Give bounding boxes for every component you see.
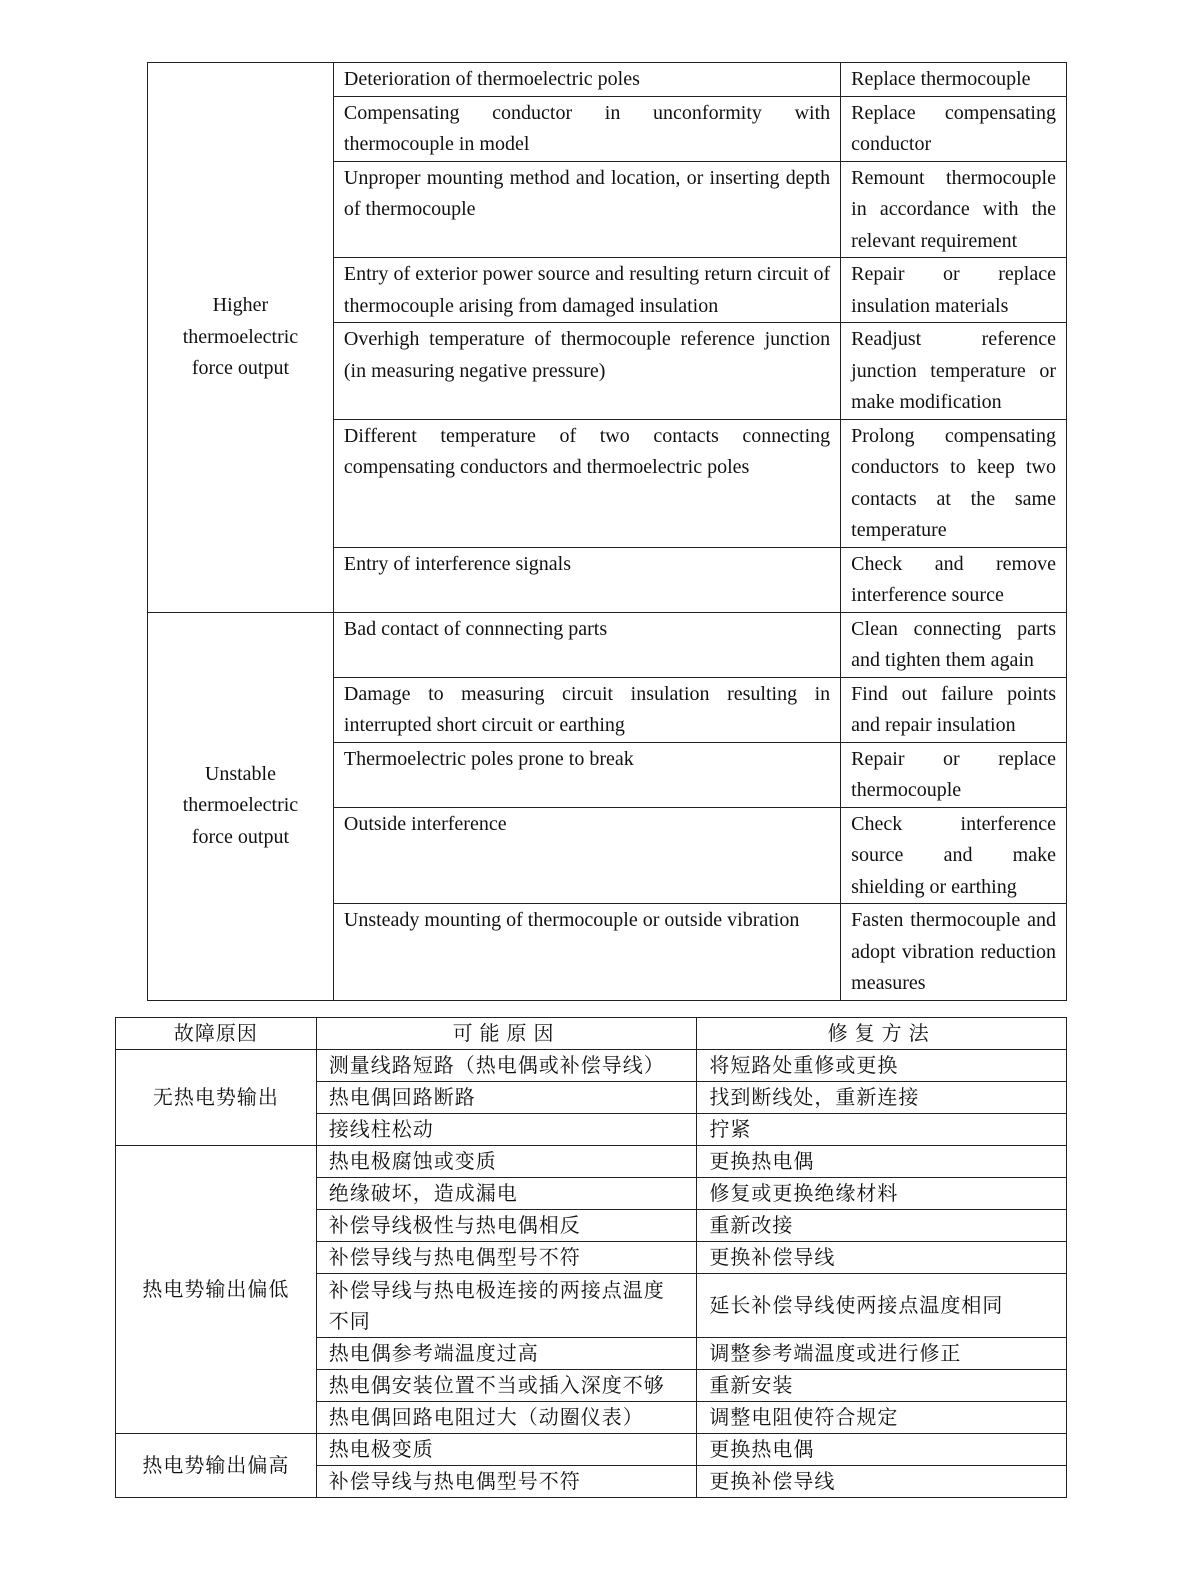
cause-cell: 热电偶回路断路 [316,1082,697,1114]
cause-cell: Thermoelectric poles prone to break [333,742,840,807]
category-label: Higher thermoelectric force output [182,294,299,379]
remedy-cell: 延长补偿导线使两接点温度相同 [697,1274,1067,1338]
cause-cell: Bad contact of connnecting parts [333,612,840,677]
cause-cell: Deterioration of thermoelectric poles [333,63,840,97]
remedy-cell: Repair or replace insulation materials [841,258,1067,323]
table-row [148,612,1067,677]
header-possible-cause: 可能原因 [316,1018,697,1050]
remedy-cell: Find out failure points and repair insulation [841,677,1067,742]
cause-cell: 热电极变质 [316,1434,697,1466]
cause-cell: 接线柱松动 [316,1114,697,1146]
remedy-cell: Readjust reference junction temperature or make modification [841,323,1067,420]
cause-cell: Different temperature of two contacts connecting compensating conductors and thermoelectric poles [333,419,840,547]
remedy-cell: 拧紧 [697,1114,1067,1146]
cause-cell: Damage to measuring circuit insulation resulting in interrupted short circuit or earthing [333,677,840,742]
header-row [116,1018,1067,1050]
cause-cell: 绝缘破坏，造成漏电 [316,1178,697,1210]
remedy-cell: Replace thermocouple [841,63,1067,97]
remedy-cell: Check and remove interference source [841,547,1067,612]
remedy-cell: 更换热电偶 [697,1434,1067,1466]
english-troubleshooting-table [147,62,1067,1001]
cause-cell: 测量线路短路（热电偶或补偿导线） [316,1050,697,1082]
remedy-cell: 修复或更换绝缘材料 [697,1178,1067,1210]
cause-cell: 热电偶回路电阻过大（动圈仪表） [316,1402,697,1434]
cause-cell: 补偿导线与热电偶型号不符 [316,1242,697,1274]
header-remedy: 修复方法 [697,1018,1067,1050]
cause-cell: 补偿导线极性与热电偶相反 [316,1210,697,1242]
remedy-cell: 将短路处重修或更换 [697,1050,1067,1082]
category-cell [148,63,334,613]
remedy-cell: 重新改接 [697,1210,1067,1242]
header-fault: 故障原因 [116,1018,317,1050]
category-label: Unstable thermoelectric force output [182,762,299,848]
cause-cell: 热电偶参考端温度过高 [316,1338,697,1370]
cause-cell: 补偿导线与热电偶型号不符 [316,1466,697,1498]
cause-cell: Unsteady mounting of thermocouple or outside vibration [333,904,840,1001]
remedy-cell: Remount thermocouple in accordance with the relevant requirement [841,161,1067,258]
cause-cell: 热电偶安装位置不当或插入深度不够 [316,1370,697,1402]
remedy-cell: Clean connecting parts and tighten them again [841,612,1067,677]
remedy-cell: 调整参考端温度或进行修正 [697,1338,1067,1370]
remedy-cell: Fasten thermocouple and adopt vibration reduction measures [841,904,1067,1001]
cause-cell: Entry of exterior power source and resulting return circuit of thermocouple arising from damaged insulation [333,258,840,323]
category-cell: 无热电势输出 [116,1050,317,1146]
cause-cell: 热电极腐蚀或变质 [316,1146,697,1178]
table-row [148,63,1067,97]
remedy-cell: 调整电阻使符合规定 [697,1402,1067,1434]
remedy-cell: 找到断线处，重新连接 [697,1082,1067,1114]
chinese-troubleshooting-table [115,1017,1067,1498]
cause-cell: Compensating conductor in unconformity with thermocouple in model [333,96,840,161]
category-cell [148,612,334,1000]
remedy-cell: Check interference source and make shielding or earthing [841,807,1067,904]
remedy-cell: 重新安装 [697,1370,1067,1402]
table-row [116,1146,1067,1178]
remedy-cell: Repair or replace thermocouple [841,742,1067,807]
remedy-cell: Prolong compensating conductors to keep two contacts at the same temperature [841,419,1067,547]
remedy-cell: 更换热电偶 [697,1146,1067,1178]
category-cell: 热电势输出偏低 [116,1146,317,1434]
cause-cell: Outside interference [333,807,840,904]
cause-cell: Entry of interference signals [333,547,840,612]
cause-cell: Unproper mounting method and location, or inserting depth of thermocouple [333,161,840,258]
remedy-cell: 更换补偿导线 [697,1242,1067,1274]
remedy-cell: 更换补偿导线 [697,1466,1067,1498]
cause-cell: 补偿导线与热电极连接的两接点温度不同 [316,1274,697,1338]
category-cell: 热电势输出偏高 [116,1434,317,1498]
cause-cell: Overhigh temperature of thermocouple reference junction (in measuring negative pressure) [333,323,840,420]
remedy-cell: Replace compensating conductor [841,96,1067,161]
table-row [116,1434,1067,1466]
table-row [116,1050,1067,1082]
